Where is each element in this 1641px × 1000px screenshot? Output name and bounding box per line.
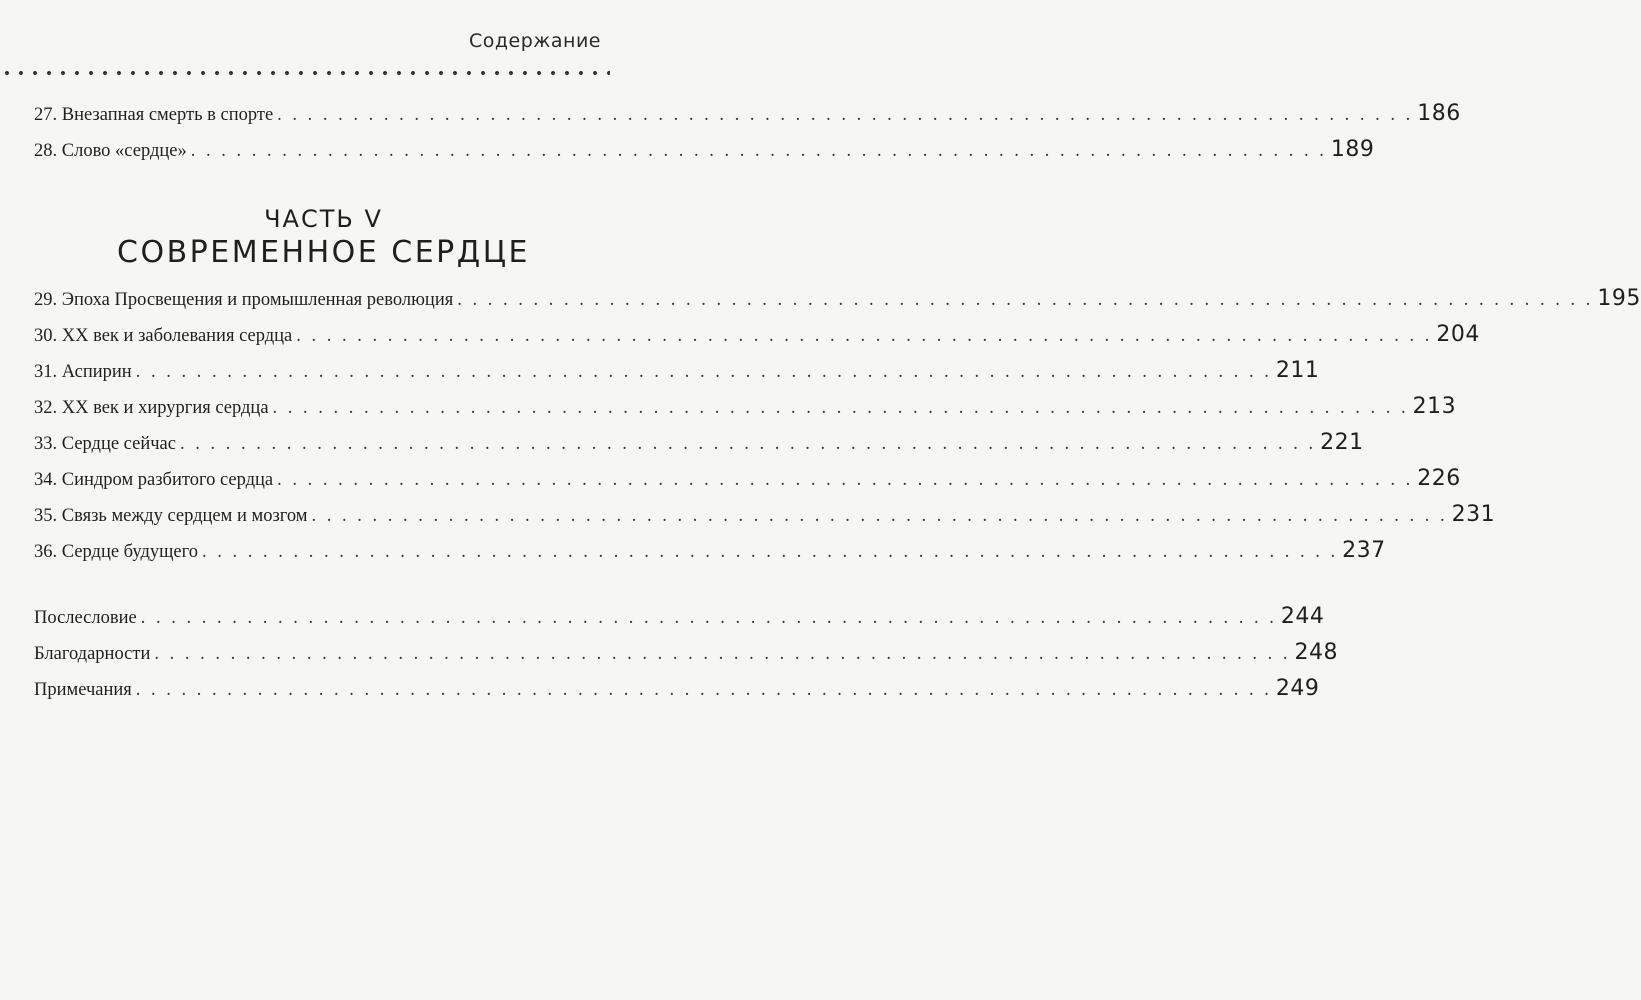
toc-entry-page: 195 <box>1597 286 1641 311</box>
dot-leader: . . . . . . . . . . . . . . . . . . . . . . . . . . . . . . . . . . . . . . . . . . . . . . . . . . . . . . . . . . . . . . . . . . . . . . . . . . . <box>201 542 1339 562</box>
toc-entry[interactable] <box>34 286 1641 311</box>
dot-leader: . . . . . . . . . . . . . . . . . . . . . . . . . . . . . . . . . . . . . . . . . . . . . . . . . . . . . . . . . . . . . . . . . . . . . . . . . . . <box>311 506 1448 526</box>
dot-leader: . . . . . . . . . . . . . . . . . . . . . . . . . . . . . . . . . . . . . . . . . . . . . . . . . . . . . . . . . . . . . . . . . . . . . . . . . . . <box>457 290 1594 310</box>
dot-leader: . . . . . . . . . . . . . . . . . . . . . . . . . . . . . . . . . . . . . . . . . . . . . . . . . . . . . . . . . . . . . . . . . . . . . . . . . . . <box>272 398 1409 418</box>
part-label: ЧАСТЬ V <box>264 205 383 233</box>
toc-entry[interactable] <box>34 101 1461 126</box>
part-title: СОВРЕМЕННОЕ СЕРДЦЕ <box>117 235 530 270</box>
toc-entry[interactable] <box>34 502 1496 527</box>
toc-entry-title: 33. Сердце сейчас <box>34 434 176 454</box>
toc-entry-page: 186 <box>1417 101 1461 126</box>
dot-leader: . . . . . . . . . . . . . . . . . . . . . . . . . . . . . . . . . . . . . . . . . . . . . . . . . . . . . . . . . . . . . . . . . . . . . . . . . . . <box>135 362 1272 382</box>
toc-entry-page: 204 <box>1436 322 1480 347</box>
toc-entry-page: 248 <box>1294 640 1338 665</box>
toc-entry-page: 211 <box>1275 358 1320 383</box>
toc-entry[interactable] <box>34 604 1325 629</box>
toc-entry-page: 244 <box>1280 604 1325 629</box>
dotted-rule <box>0 70 610 76</box>
toc-entry[interactable] <box>34 322 1480 347</box>
toc-entry-page: 237 <box>1342 538 1386 563</box>
toc-entry-title: 28. Слово «сердце» <box>34 141 187 161</box>
toc-entry-title: 35. Связь между сердцем и мозгом <box>34 506 308 526</box>
toc-entry-page: 249 <box>1275 676 1320 701</box>
toc-entry-title: Послесловие <box>34 608 137 628</box>
toc-entry[interactable] <box>34 358 1320 383</box>
toc-entry[interactable] <box>34 394 1457 419</box>
toc-entry[interactable] <box>34 538 1386 563</box>
toc-entry[interactable] <box>34 466 1461 491</box>
toc-entry-title: 31. Аспирин <box>34 362 132 382</box>
toc-entry-title: Благодарности <box>34 644 151 664</box>
dot-leader: . . . . . . . . . . . . . . . . . . . . . . . . . . . . . . . . . . . . . . . . . . . . . . . . . . . . . . . . . . . . . . . . . . . . . . . . . . . <box>135 680 1272 700</box>
toc-entry-page: 221 <box>1320 430 1364 455</box>
toc-entry-title: Примечания <box>34 680 132 700</box>
dot-leader: . . . . . . . . . . . . . . . . . . . . . . . . . . . . . . . . . . . . . . . . . . . . . . . . . . . . . . . . . . . . . . . . . . . . . . . . . . . <box>277 105 1414 125</box>
toc-entry-title: 36. Сердце будущего <box>34 542 198 562</box>
toc-entry-page: 231 <box>1451 502 1496 527</box>
running-head: Содержание <box>469 30 601 52</box>
toc-entry[interactable] <box>34 430 1364 455</box>
dot-leader: . . . . . . . . . . . . . . . . . . . . . . . . . . . . . . . . . . . . . . . . . . . . . . . . . . . . . . . . . . . . . . . . . . . . . . . . . . . <box>140 608 1277 628</box>
dot-leader: . . . . . . . . . . . . . . . . . . . . . . . . . . . . . . . . . . . . . . . . . . . . . . . . . . . . . . . . . . . . . . . . . . . . . . . . . . . <box>296 326 1433 346</box>
dot-leader: . . . . . . . . . . . . . . . . . . . . . . . . . . . . . . . . . . . . . . . . . . . . . . . . . . . . . . . . . . . . . . . . . . . . . . . . . . . <box>179 434 1317 454</box>
toc-entry-title: 34. Синдром разбитого сердца <box>34 470 274 490</box>
toc-entry-page: 226 <box>1417 466 1461 491</box>
toc-entry[interactable] <box>34 676 1320 701</box>
toc-entry-page: 189 <box>1330 137 1375 162</box>
dot-leader: . . . . . . . . . . . . . . . . . . . . . . . . . . . . . . . . . . . . . . . . . . . . . . . . . . . . . . . . . . . . . . . . . . . . . . . . . . . <box>190 141 1327 161</box>
toc-entry-title: 27. Внезапная смерть в спорте <box>34 105 274 125</box>
toc-entry-page: 213 <box>1412 394 1457 419</box>
dot-leader: . . . . . . . . . . . . . . . . . . . . . . . . . . . . . . . . . . . . . . . . . . . . . . . . . . . . . . . . . . . . . . . . . . . . . . . . . . . <box>277 470 1414 490</box>
toc-entry-title: 30. XX век и заболевания сердца <box>34 326 293 346</box>
toc-entry-title: 29. Эпоха Просвещения и промышленная революция <box>34 290 454 310</box>
toc-entry-title: 32. XX век и хирургия сердца <box>34 398 269 418</box>
toc-entry[interactable] <box>34 137 1375 162</box>
toc-entry[interactable] <box>34 640 1338 665</box>
dot-leader: . . . . . . . . . . . . . . . . . . . . . . . . . . . . . . . . . . . . . . . . . . . . . . . . . . . . . . . . . . . . . . . . . . . . . . . . . . . <box>154 644 1291 664</box>
